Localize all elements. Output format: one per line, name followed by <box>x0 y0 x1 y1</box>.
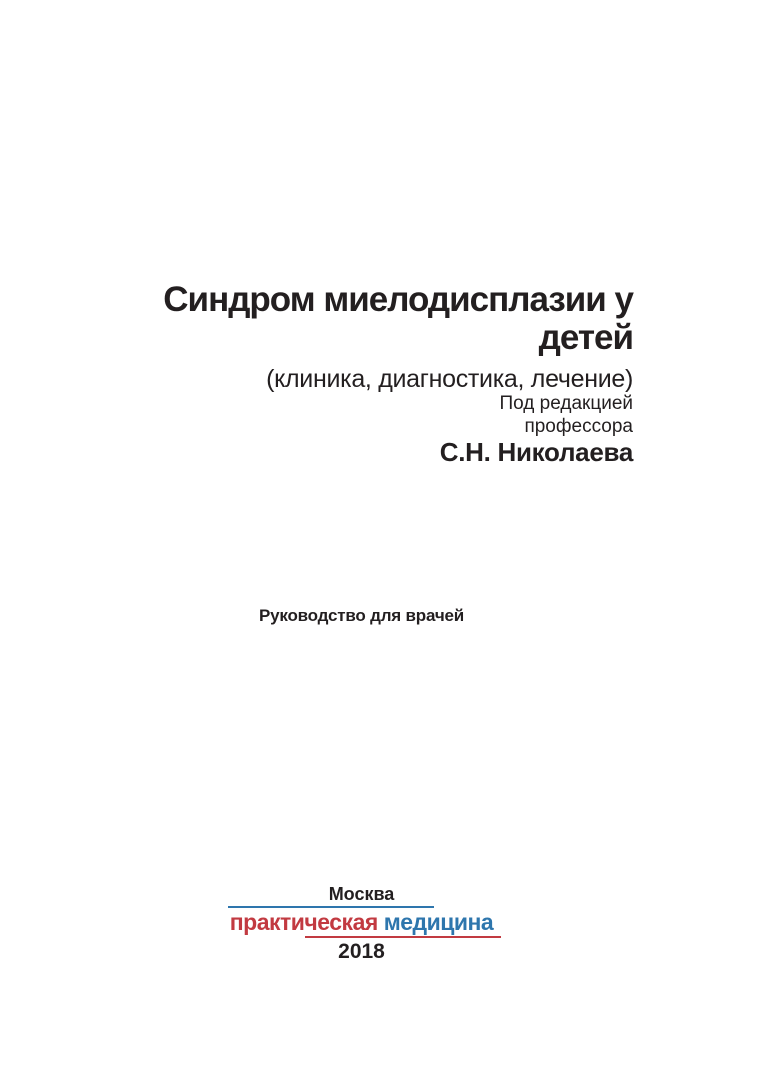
imprint-city: Москва <box>328 884 395 904</box>
editor-name: С.Н. Николаева <box>439 437 633 467</box>
edited-by-line: Под редакцией <box>499 393 633 414</box>
publisher-word-meditsina: медицина <box>383 909 494 935</box>
logo-red-line <box>305 936 500 938</box>
editor-rank-line: профессора <box>524 416 633 437</box>
publisher-word-practicheskaya: практическая <box>229 909 378 935</box>
editor-block <box>90 392 633 467</box>
book-title: Синдром миелодисплазии у детей <box>163 280 633 357</box>
title-block <box>90 281 633 394</box>
imprint-block <box>90 884 633 964</box>
book-subtitle: (клиника, диагностика, лечение) <box>266 364 633 393</box>
imprint-year: 2018 <box>338 940 385 963</box>
publisher-logo <box>228 906 495 938</box>
logo-blue-line <box>228 906 434 908</box>
audience-line: Руководство для врачей <box>258 606 464 625</box>
